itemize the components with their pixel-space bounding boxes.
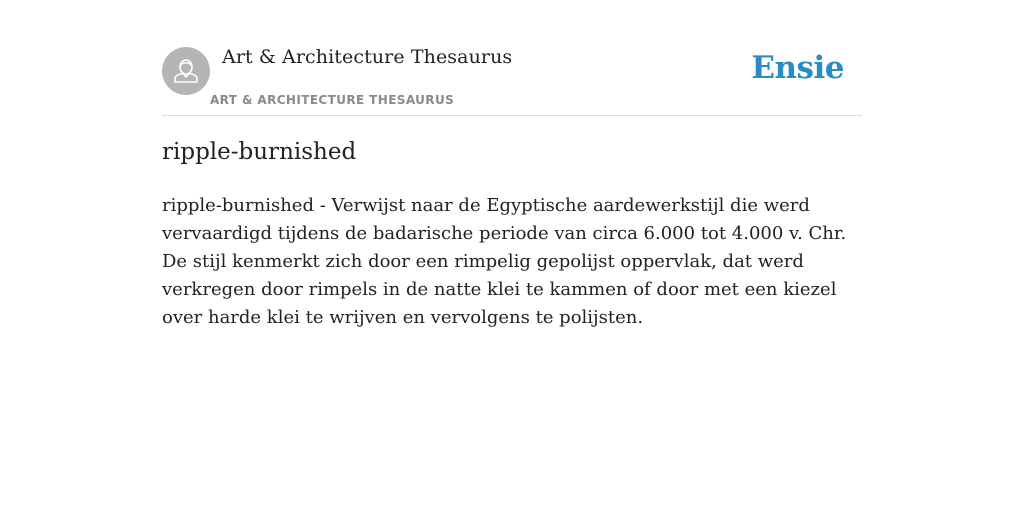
author-subtitle: ART & ARCHITECTURE THESAURUS xyxy=(210,93,455,107)
definition-text: ripple-burnished - Verwijst naar de Egyptische aardewerkstijl die werd vervaardigd tijdens de badarische periode van circa 6.000 tot 4.000 v. Chr. De stijl kenmerkt zich door een rimpelig gepolijst oppervlak, dat werd verkregen door rimpels in de natte klei te kammen of door met een kiezel over harde klei te wrijven en vervolgens te polijsten. xyxy=(162,195,847,328)
page-title: ripple-burnished xyxy=(162,139,357,165)
author-name[interactable]: Art & Architecture Thesaurus xyxy=(222,46,513,68)
brand-logo[interactable]: Ensie xyxy=(751,50,844,86)
avatar[interactable] xyxy=(162,47,210,95)
entry-header xyxy=(162,40,862,116)
user-avatar-icon xyxy=(162,47,210,95)
